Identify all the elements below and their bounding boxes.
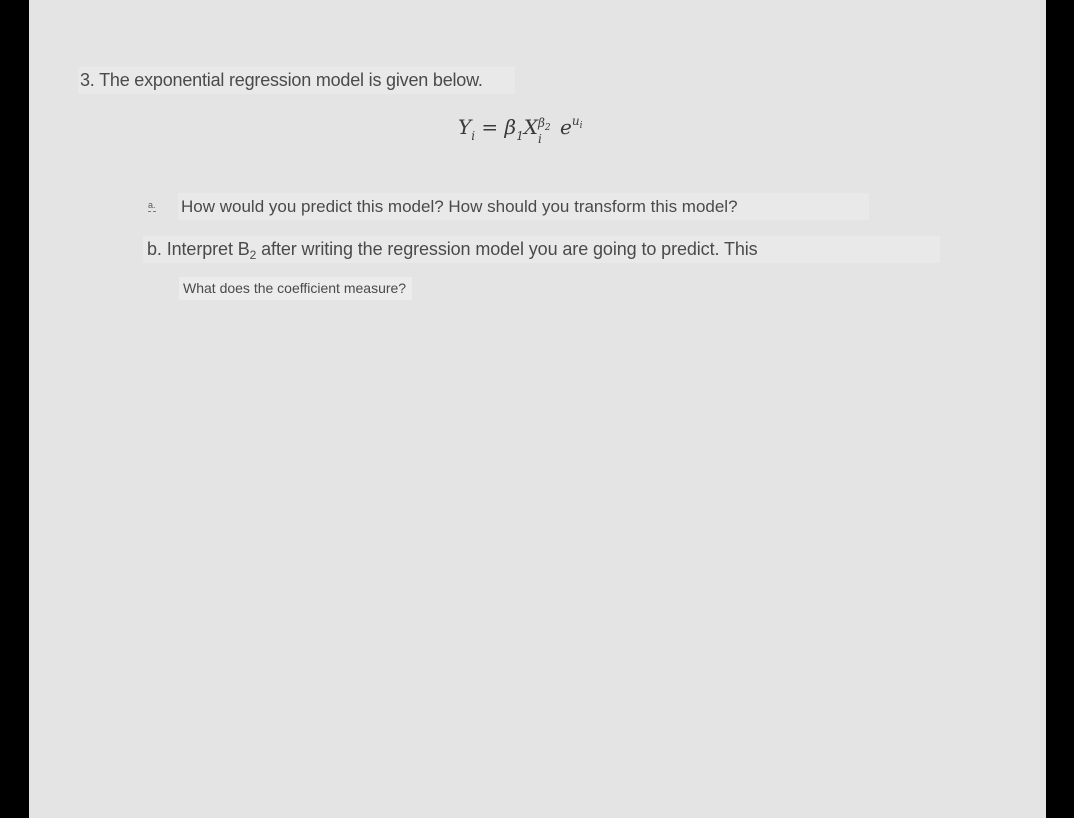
- formula-coef-sub: 1: [516, 129, 524, 143]
- formula-exponent2: [571, 114, 583, 131]
- formula-var-scripts: [537, 112, 560, 146]
- part-b-note: What does the coefficient measure?: [179, 277, 412, 300]
- formula-var-sub: i: [537, 132, 542, 146]
- question-title: 3. The exponential regression model is given below.: [78, 67, 515, 94]
- formula-exp2-sub: i: [579, 121, 583, 131]
- formula-base: e: [559, 115, 572, 139]
- formula-var: X: [523, 115, 538, 139]
- part-b-text: [147, 236, 758, 265]
- regression-formula: [458, 112, 582, 147]
- formula-exp-sub: 2: [544, 123, 551, 133]
- formula-lhs-var: Y: [458, 115, 472, 139]
- part-b-text-before: b. Interpret B: [147, 239, 250, 259]
- part-b-text-after: after writing the regression model you are going to predict. This: [256, 239, 758, 259]
- formula-lhs-sub: i: [471, 129, 476, 143]
- part-a-text: How would you predict this model? How should you transform this model?: [181, 197, 738, 216]
- part-b-text-sub: 2: [249, 248, 257, 262]
- formula-exp-symbol: β: [537, 116, 545, 130]
- formula-exp2-var: u: [571, 114, 580, 128]
- formula-equals: =: [481, 115, 499, 139]
- part-a-marker: a.: [148, 200, 156, 210]
- formula-coef-symbol: β: [504, 115, 517, 139]
